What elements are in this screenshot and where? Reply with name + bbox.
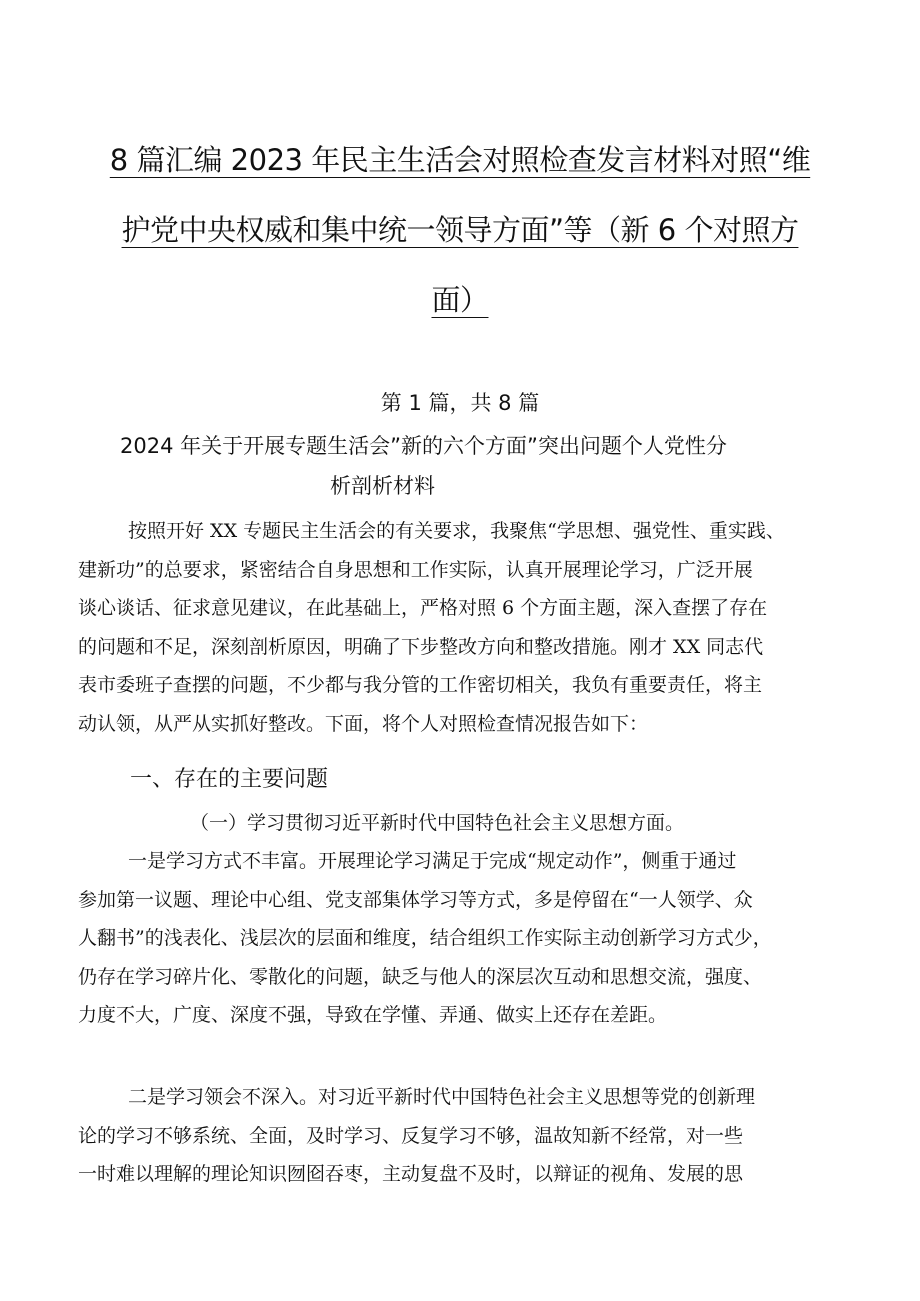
intro-paragraph [78, 512, 868, 743]
subtitle-line-1: 2024 年关于开展专题生活会”新的六个方面”突出问题个人党性分 [120, 434, 727, 458]
title-line-1: 8 篇汇编 2023 年民主生活会对照检查发言材料对照“维 [109, 143, 811, 177]
intro-line: 动认领，从严从实抓好整改。下面，将个人对照检查情况报告如下： [78, 712, 649, 735]
heading-main-problems: 一、存在的主要问题 [130, 767, 329, 792]
intro-line: 谈心谈话、征求意见建议，在此基础上，严格对照 6 个方面主题，深入查摆了存在 [78, 597, 768, 619]
paragraph-line: 一是学习方式不丰富。开展理论学习满足于完成“规定动作”，侧重于通过 [128, 850, 737, 872]
title-line-3: 面） [431, 283, 489, 317]
document-title [70, 125, 850, 335]
paragraph-study-method [78, 842, 868, 1035]
part-label: 第 1 篇，共 8 篇 [380, 391, 540, 415]
intro-line: 按照开好 XX 专题民主生活会的有关要求，我聚焦“学思想、强党性、重实践、 [128, 520, 785, 542]
intro-line: 表市委班子查摆的问题，不少都与我分管的工作密切相关，我负有重要责任，将主 [78, 674, 763, 696]
paragraph-line: 一时难以理解的理论知识囫囵吞枣，主动复盘不及时，以辩证的视角、发展的思 [78, 1163, 744, 1185]
paragraph-line: 力度不大，广度、深度不强，导致在学懂、弄通、做实上还存在差距。 [78, 1004, 668, 1026]
article-subtitle [120, 426, 860, 506]
paragraph-line: 仍存在学习碎片化、零散化的问题，缺乏与他人的深层次互动和思想交流，强度、 [78, 965, 763, 988]
paragraph-line: 参加第一议题、理论中心组、党支部集体学习等方式，多是停留在“一人领学、众 [78, 888, 753, 911]
paragraph-line: 二是学习领会不深入。对习近平新时代中国特色社会主义思想等党的创新理 [128, 1086, 756, 1108]
paragraph-line: 人翻书”的浅表化、浅层次的层面和维度，结合组织工作实际主动创新学习方式少， [78, 927, 772, 949]
intro-line: 建新功”的总要求，紧密结合自身思想和工作实际，认真开展理论学习，广泛开展 [78, 558, 753, 581]
subtitle-line-2: 析剖析材料 [330, 474, 435, 498]
heading-study-section: （一）学习贯彻习近平新时代中国特色社会主义思想方面。 [190, 812, 685, 834]
intro-line: 的问题和不足，深刻剖析原因，明确了下步整改方向和整改措施。刚才 XX 同志代 [78, 635, 764, 658]
paragraph-line: 论的学习不够系统、全面，及时学习、反复学习不够，温故知新不经常，对一些 [78, 1124, 744, 1147]
paragraph-study-depth [78, 1078, 868, 1194]
title-line-2: 护党中央权威和集中统一领导方面”等（新 6 个对照方 [121, 213, 799, 247]
